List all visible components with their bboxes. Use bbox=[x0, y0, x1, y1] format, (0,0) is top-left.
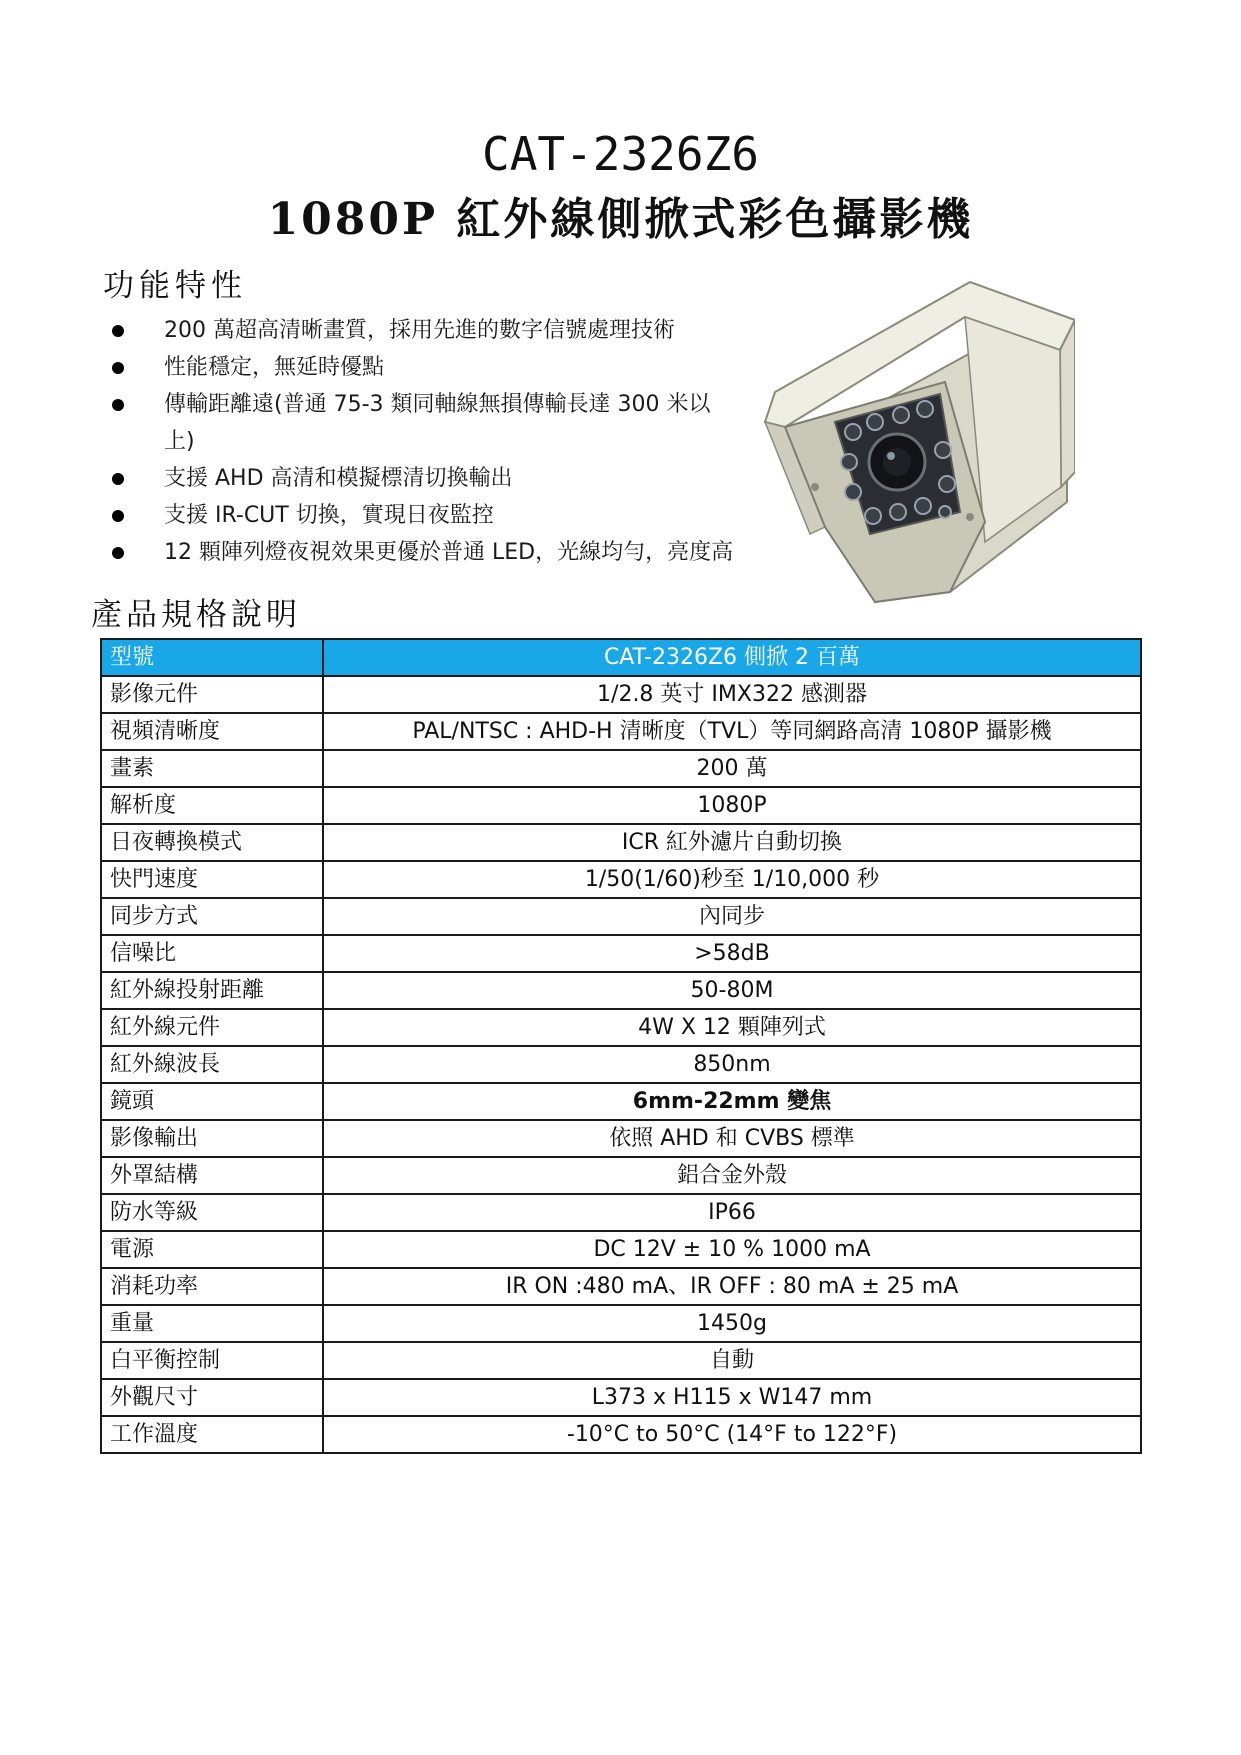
feature-item bbox=[108, 534, 808, 571]
spec-value-cell: >58dB bbox=[323, 935, 1141, 972]
spec-label-cell: 解析度 bbox=[101, 787, 323, 824]
feature-item bbox=[108, 497, 808, 534]
spec-heading: 產品規格說明 bbox=[91, 597, 301, 633]
spec-label-cell: 影像輸出 bbox=[101, 1120, 323, 1157]
feature-item bbox=[108, 349, 808, 386]
table-row bbox=[101, 1083, 1141, 1120]
spec-value-cell: IP66 bbox=[323, 1194, 1141, 1231]
feature-text: 傳輸距離遠(普通 75-3 類同軸線無損傳輸長達 300 米以上) bbox=[164, 392, 711, 454]
table-row bbox=[101, 861, 1141, 898]
table-row bbox=[101, 1379, 1141, 1416]
spec-label-cell: 影像元件 bbox=[101, 676, 323, 713]
spec-label-cell: 信噪比 bbox=[101, 935, 323, 972]
spec-label-cell: 紅外線波長 bbox=[101, 1046, 323, 1083]
spec-label-cell: 外觀尺寸 bbox=[101, 1379, 323, 1416]
spec-value-cell: 1/2.8 英寸 IMX322 感測器 bbox=[323, 676, 1141, 713]
bullet-icon bbox=[112, 325, 124, 337]
spec-label-cell: 消耗功率 bbox=[101, 1268, 323, 1305]
bullet-icon bbox=[112, 510, 124, 522]
spec-label-cell: 白平衡控制 bbox=[101, 1342, 323, 1379]
feature-text: 12 顆陣列燈夜視效果更優於普通 LED，光線均勻，亮度高 bbox=[164, 540, 734, 565]
spec-label-cell: 重量 bbox=[101, 1305, 323, 1342]
spec-label-cell: 鏡頭 bbox=[101, 1083, 323, 1120]
bullet-icon bbox=[112, 473, 124, 485]
table-row bbox=[101, 935, 1141, 972]
spec-label-cell: 同步方式 bbox=[101, 898, 323, 935]
spec-value-cell: IR ON :480 mA、IR OFF : 80 mA ± 25 mA bbox=[323, 1268, 1141, 1305]
table-row bbox=[101, 824, 1141, 861]
spec-value-cell: 1/50(1/60)秒至 1/10,000 秒 bbox=[323, 861, 1141, 898]
table-row bbox=[101, 1046, 1141, 1083]
product-subtitle: 1080P 紅外線側掀式彩色攝影機 bbox=[267, 194, 974, 245]
features-heading: 功能特性 bbox=[103, 268, 247, 304]
spec-value-cell: 鋁合金外殼 bbox=[323, 1157, 1141, 1194]
table-row bbox=[101, 1194, 1141, 1231]
spec-label-cell: 防水等級 bbox=[101, 1194, 323, 1231]
product-model-title: CAT-2326Z6 bbox=[482, 127, 759, 181]
bullet-icon bbox=[112, 362, 124, 374]
feature-text: 性能穩定，無延時優點 bbox=[164, 355, 385, 380]
header-value-cell: CAT-2326Z6 側掀 2 百萬 bbox=[323, 639, 1141, 676]
table-row bbox=[101, 1009, 1141, 1046]
spec-value-cell: ICR 紅外濾片自動切換 bbox=[323, 824, 1141, 861]
spec-label-cell: 外罩結構 bbox=[101, 1157, 323, 1194]
table-row bbox=[101, 1342, 1141, 1379]
spec-table bbox=[100, 638, 1142, 1454]
spec-label-cell: 快門速度 bbox=[101, 861, 323, 898]
spec-value-cell: PAL/NTSC : AHD-H 清晰度（TVL）等同網路高清 1080P 攝影機 bbox=[323, 713, 1141, 750]
spec-value-cell: -10°C to 50°C (14°F to 122°F) bbox=[323, 1416, 1141, 1453]
spec-label-cell: 紅外線投射距離 bbox=[101, 972, 323, 1009]
table-row bbox=[101, 1305, 1141, 1342]
table-row bbox=[101, 1416, 1141, 1453]
spec-value-cell: L373 x H115 x W147 mm bbox=[323, 1379, 1141, 1416]
table-row bbox=[101, 1157, 1141, 1194]
spec-value-cell: 1080P bbox=[323, 787, 1141, 824]
bullet-icon bbox=[112, 399, 124, 411]
spec-value-cell: 4W X 12 顆陣列式 bbox=[323, 1009, 1141, 1046]
feature-list bbox=[108, 312, 808, 571]
spec-value-cell: 200 萬 bbox=[323, 750, 1141, 787]
table-row bbox=[101, 750, 1141, 787]
table-row bbox=[101, 787, 1141, 824]
table-row bbox=[101, 676, 1141, 713]
feature-text: 支援 AHD 高清和模擬標清切換輸出 bbox=[164, 466, 513, 491]
spec-value-cell: 850nm bbox=[323, 1046, 1141, 1083]
spec-value-cell: 自動 bbox=[323, 1342, 1141, 1379]
header-label-cell: 型號 bbox=[101, 639, 323, 676]
feature-text: 200 萬超高清晰畫質，採用先進的數字信號處理技術 bbox=[164, 318, 675, 343]
spec-label-cell: 工作溫度 bbox=[101, 1416, 323, 1453]
feature-item bbox=[108, 312, 808, 349]
spec-value-cell: 1450g bbox=[323, 1305, 1141, 1342]
table-row bbox=[101, 1120, 1141, 1157]
feature-item bbox=[108, 386, 808, 460]
spec-label-cell: 電源 bbox=[101, 1231, 323, 1268]
spec-value-cell: 依照 AHD 和 CVBS 標準 bbox=[323, 1120, 1141, 1157]
table-row bbox=[101, 1231, 1141, 1268]
feature-item bbox=[108, 460, 808, 497]
table-header-row bbox=[101, 639, 1141, 676]
spec-value-cell: 內同步 bbox=[323, 898, 1141, 935]
table-row bbox=[101, 898, 1141, 935]
bullet-icon bbox=[112, 547, 124, 559]
spec-label-cell: 視頻清晰度 bbox=[101, 713, 323, 750]
camera-product-image bbox=[755, 272, 1075, 642]
spec-label-cell: 紅外線元件 bbox=[101, 1009, 323, 1046]
feature-text: 支援 IR-CUT 切換，實現日夜監控 bbox=[164, 503, 494, 528]
table-row bbox=[101, 713, 1141, 750]
table-row bbox=[101, 972, 1141, 1009]
spec-value-cell: 6mm-22mm 變焦 bbox=[323, 1083, 1141, 1120]
spec-value-cell: 50-80M bbox=[323, 972, 1141, 1009]
spec-label-cell: 日夜轉換模式 bbox=[101, 824, 323, 861]
spec-value-cell: DC 12V ± 10 % 1000 mA bbox=[323, 1231, 1141, 1268]
spec-label-cell: 畫素 bbox=[101, 750, 323, 787]
table-row bbox=[101, 1268, 1141, 1305]
